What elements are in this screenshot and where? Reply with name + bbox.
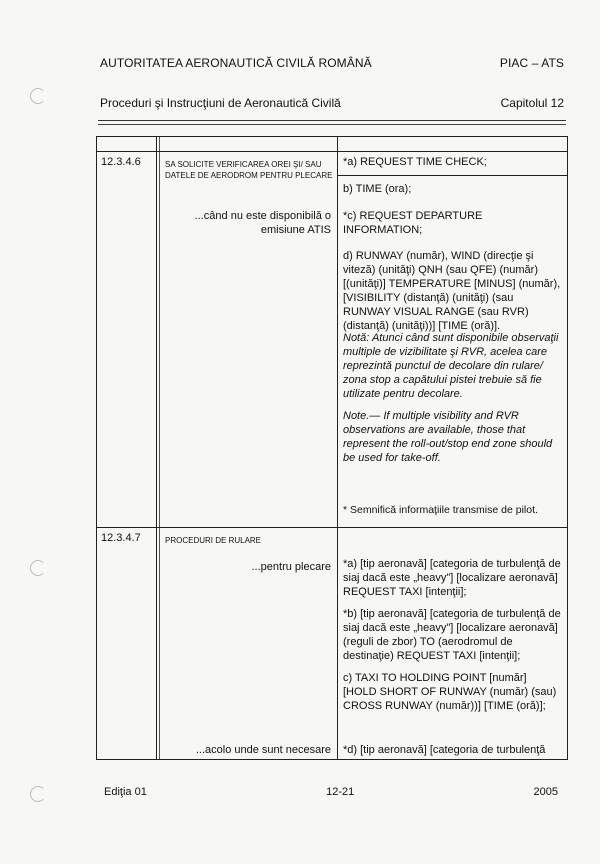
punch-hole (30, 560, 46, 576)
note-en: Note.— If multiple visibility and RVR observations are available, those that represent the roll-out/stop end zone should be used for take-off. (343, 410, 553, 464)
page-footer (104, 786, 558, 798)
year-label: 2005 (533, 786, 558, 798)
phraseology-table (96, 136, 568, 760)
edition-label: Ediţia 01 (104, 786, 147, 798)
authority-name: AUTORITATEA AERONAUTICĂ CIVILĂ ROMÂNĂ (100, 56, 372, 70)
phrase-d: *d) [tip aeronavă] [categoria de turbulenţă (343, 744, 546, 756)
section-title: PROCEDURI DE RULARE (165, 536, 262, 545)
nota-ro: Notă: Atunci când sunt disponibile observaţii multiple de vizibilitate şi RVR, acelea care reprezintă punctul de decolare din rulare/ zona stop a capătului pistei trebuie să fie utilizate pentru decolare. (343, 332, 559, 400)
phrase-c: *c) REQUEST DEPARTURE INFORMATION; (343, 210, 483, 236)
section-title: SA SOLICITE VERIFICAREA OREI ŞI/ SAU DATELE DE AERODROM PENTRU PLECARE (165, 160, 333, 180)
phrase-b: *b) [tip aeronavă] [categoria de turbulenţă de siaj dacă este „heavy"] [localizare aeronavă] (reguli de zbor) TO (aerodromul de destinaţie) REQUEST TAXI [intenţii]; (343, 608, 561, 662)
document-code: PIAC – ATS (499, 56, 564, 70)
punch-hole (30, 786, 46, 802)
condition-text: ...când nu este disponibilă o emisiune ATIS (194, 210, 331, 236)
header-row-1 (100, 56, 564, 70)
phrase-a: *a) REQUEST TIME CHECK; (343, 156, 487, 168)
section-code: 12.3.4.6 (101, 156, 141, 168)
header-divider-2 (98, 124, 566, 125)
row-divider (97, 527, 567, 528)
document-subtitle: Proceduri şi Instrucţiuni de Aeronautică Civilă (100, 96, 341, 110)
phrase-d: d) RUNWAY (număr), WIND (direcţie şi viteză) (unităţi) QNH (sau QFE) (număr) [(unităţi)] TEMPERATURE [MINUS] (număr), [VISIBILITY (distanţă) (unităţi) (sau RUNWAY VISUAL RANGE (sau RVR) (distanţă) (unităţi))] [TIME (oră)]. (343, 250, 561, 332)
column-divider (337, 137, 338, 759)
header-row-2 (100, 96, 564, 110)
page-number: 12-21 (326, 786, 355, 798)
footnote: * Semnifică informaţiile transmise de pilot. (343, 504, 538, 516)
chapter-label: Capitolul 12 (500, 96, 564, 110)
phrase-c: c) TAXI TO HOLDING POINT [număr] [HOLD SHORT OF RUNWAY (număr) (sau) CROSS RUNWAY (număr))] [TIME (oră)]; (343, 672, 557, 712)
row-divider (97, 151, 567, 152)
condition-text: ...pentru plecare (251, 561, 331, 573)
section-code: 12.3.4.7 (101, 532, 141, 544)
phrase-b (338, 175, 568, 196)
punch-hole (30, 88, 46, 104)
column-divider (156, 137, 157, 759)
phrase-b-text: b) TIME (ora); (343, 183, 412, 195)
header-divider (98, 120, 566, 121)
column-divider (159, 137, 160, 759)
phrase-a: *a) [tip aeronavă] [categoria de turbulenţă de siaj dacă este „heavy"] [localizare aeronavă] REQUEST TAXI [intenţii]; (343, 558, 561, 598)
condition-text: ...acolo unde sunt necesare (195, 744, 331, 756)
